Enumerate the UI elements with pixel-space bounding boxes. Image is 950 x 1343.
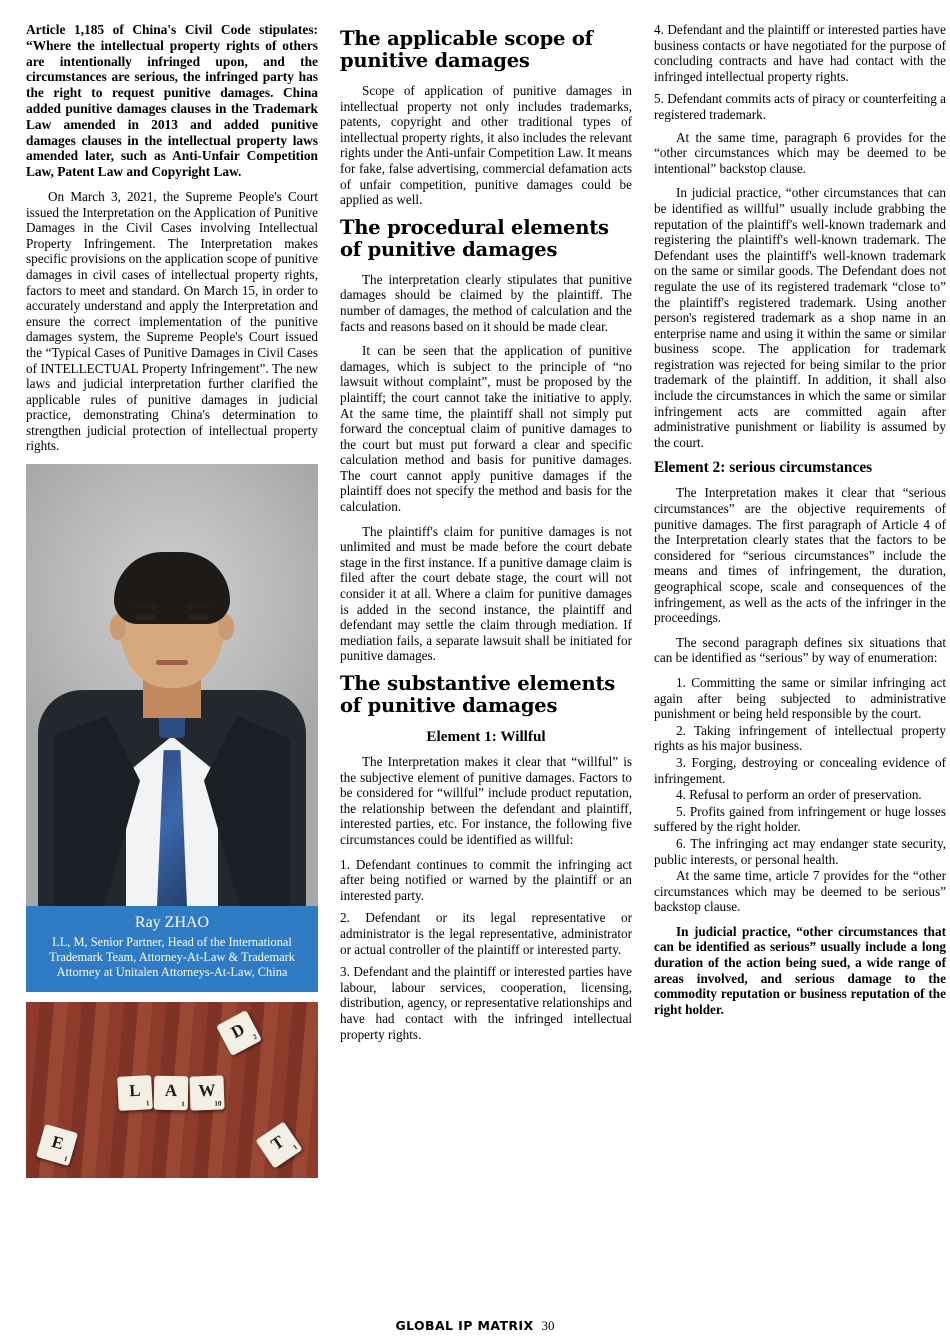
- scrabble-tile: [216, 1010, 262, 1056]
- tile-letter: A: [164, 1080, 178, 1101]
- list-item: 2. Taking infringement of intellectual property rights as his major business.: [654, 722, 946, 754]
- tile-letter: D: [227, 1019, 248, 1043]
- intro-paragraph: On March 3, 2021, the Supreme People's Court issued the Interpretation on the Application of Punitive Damages in the Civil Cases involving Intellectual Property Infringement. The Interpretation makes specific provisions on the application scope of punitive damages in civil cases of intellectual property rights, factors to meet and standard. On March 15, in order to accurately understand and apply the Interpretation and ensure the correct implementation of the punitive damages system, the Supreme People's Court issued the “Typical Cases of Punitive Damages in Civil Cases of INTELLECTUAL Property Infringement”. The new laws and judicial interpretation further clarified the applicable rules of punitive damages in judicial practice, demonstrating China's determination to strengthen judicial protection of intellectual property rights.: [26, 188, 318, 454]
- page-number: 30: [541, 1318, 555, 1333]
- list-item: 3. Forging, destroying or concealing evidence of infringement.: [654, 754, 946, 786]
- scope-paragraph: Scope of application of punitive damages in intellectual property not only includes trademarks, patents, copyright and other traditional types of intellectual property rights, it also includes the relevant rights under the Anti-unfair Competition Law. It means for fake, false advertising, commercial defamation acts of unfair competition, punitive damages could be applied as well.: [340, 83, 632, 208]
- scrabble-tile: [154, 1076, 189, 1111]
- tile-letter: E: [49, 1131, 66, 1154]
- law-tiles-image: [26, 1002, 318, 1178]
- scrabble-tile: [117, 1075, 153, 1111]
- willful-list-continued: [654, 22, 946, 123]
- author-name: Ray ZHAO: [134, 914, 210, 932]
- list-item: 4. Refusal to perform an order of preservation.: [676, 787, 922, 803]
- list-item: 1. Committing the same or similar infringing act again after being subjected to administrative punishment or being held responsible by the court.: [654, 674, 946, 722]
- eye-right-shape: [188, 614, 208, 620]
- judicial-practice-paragraph: In judicial practice, “other circumstances that can be identified as willful” usually include grabbing the reputation of the plaintiff's well-known trademark and registering the plaintiff's well-known trademark. The Defendant uses the plaintiff's well-known trademark on the same or similar goods. The Defendant does not regulate the use of its registered trademark “close to” the plaintiff's registered trademark. Using another person's registered trademark as a shop name in an enterprise name and using it within the same or similar business scope. The application for trademark registration was rejected for being similar to the prior trademark of the plaintiff. In addition, it shall also include the circumstances in which the same or similar infringement acts are committed again after administrative punishment or liability is assumed by the court.: [654, 185, 946, 450]
- element2-paragraph-2: The second paragraph defines six situations that can be identified as “serious” by way of enumeration:: [654, 634, 946, 666]
- scrabble-tile: [189, 1075, 224, 1110]
- column-right: [654, 22, 946, 1322]
- column-left: [26, 22, 318, 1322]
- eyebrow-right-shape: [187, 604, 211, 609]
- heading-element-1: Element 1: Willful: [426, 728, 546, 745]
- tile-letter: L: [128, 1080, 142, 1101]
- lead-paragraph: Article 1,185 of China's Civil Code stipulates: “Where the intellectual property rights of others are intentionally infringed upon, and the circumstances are serious, the infringed party has the right to request punitive damages. China added punitive damages clauses in the Trademark Law amended in 2013 and added punitive damages clauses in the intellectual property laws amended later, such as Anti-Unfair Competition Law, Patent Law and Copyright Law.: [26, 22, 318, 180]
- hair-shape: [114, 552, 230, 624]
- scrabble-tile: [255, 1121, 302, 1168]
- heading-procedural-elements: The procedural elements of punitive damages: [340, 215, 609, 261]
- serious-list: [654, 675, 946, 915]
- list-item: 3. Defendant and the plaintiff or interested parties have labour, labour services, cooperation, licensing, distribution, agency, or representative relationships and have had contact with the infringed intellectual property rights.: [340, 964, 632, 1042]
- heading-applicable-scope: The applicable scope of punitive damages: [340, 27, 593, 72]
- column-middle: [340, 22, 632, 1322]
- author-role: LL, M, Senior Partner, Head of the International Trademark Team, Attorney-At-Law & Trademark Attorney at Unitalen Attorneys-At-Law, China: [49, 935, 295, 980]
- tile-score: 2: [251, 1032, 259, 1042]
- element2-paragraph-1: The Interpretation makes it clear that “serious circumstances” are the objective requirements of punitive damages. The first paragraph of Article 4 of the Interpretation clearly states that the factors to be considered for “serious circumstances” include the means and times of infringement, the duration, geographical scope, scale and consequences of the infringement, as well as the acts of the infringer in the proceedings.: [654, 485, 946, 626]
- tile-score: 1: [181, 1100, 185, 1109]
- procedural-paragraph-2: It can be seen that the application of punitive damages, which is subject to the principle of “no lawsuit without complaint”, must be proposed by the plaintiff; the court cannot take the initiative to apply. At the same time, the plaintiff shall not simply put forward the conceptual claim of punitive damages to the court but must put forward a clear and specific calculation method and basis for punitive damages. The court cannot apply punitive damages if the plaintiff does not specify the method and basis for the calculation.: [340, 343, 632, 515]
- procedural-paragraph-1: The interpretation clearly stipulates that punitive damages should be claimed by the plaintiff. The number of damages, the method of calculation and the facts and reasons based on it should be made clear.: [340, 271, 632, 334]
- list-item: 5. Defendant commits acts of piracy or counterfeiting a registered trademark.: [654, 91, 946, 122]
- author-portrait: [26, 464, 318, 906]
- willful-backstop-paragraph: At the same time, paragraph 6 provides for the “other circumstances which may be deemed to be intentional” backstop clause.: [654, 129, 946, 176]
- serious-backstop-paragraph: At the same time, article 7 provides for the “other circumstances which may be deemed to be serious” backstop clause.: [654, 868, 946, 915]
- list-item: 2. Defendant or its legal representative or administrator is the legal representative, administrator or actual controller of the plaintiff or interested party.: [340, 910, 632, 957]
- eye-left-shape: [136, 614, 156, 620]
- procedural-paragraph-3: The plaintiff's claim for punitive damages is not unlimited and must be made before the court debate stage in the first instance. If a punitive damage claim is filed after the court debate stage, the court will not consider it at all. Where a claim for punitive damages is added in the second instance, the plaintiff and defendant may settle the claim through mediation. If mediation fails, a separate lawsuit shall be initiated for punitive damages.: [340, 523, 632, 664]
- three-column-layout: [26, 22, 946, 1322]
- page-footer: [0, 1317, 950, 1335]
- heading-element-2: Element 2: serious circumstances: [654, 459, 873, 477]
- willful-list: [340, 857, 632, 1043]
- author-caption: [26, 906, 318, 992]
- tile-score: 10: [214, 1099, 222, 1108]
- scrabble-tile: [36, 1124, 78, 1166]
- heading-substantive-elements: The substantive elements of punitive damages: [340, 672, 616, 717]
- eyebrow-left-shape: [133, 604, 157, 609]
- tile-score: 1: [62, 1154, 69, 1164]
- tile-letter: T: [267, 1131, 288, 1155]
- list-item: 5. Profits gained from infringement or huge losses suffered by the right holder.: [654, 803, 946, 835]
- magazine-brand: GLOBAL IP MATRIX: [395, 1318, 534, 1333]
- list-item: 1. Defendant continues to commit the infringing act after being notified or warned by the plaintiff or an interested party.: [340, 856, 632, 903]
- list-item: 4. Defendant and the plaintiff or interested parties have business contacts or have negotiated for the purpose of concluding contracts and have had contact with the infringed intellectual property rights.: [654, 22, 946, 84]
- tile-letter: W: [198, 1080, 216, 1101]
- tile-score: 1: [145, 1099, 150, 1108]
- closing-bold-paragraph: In judicial practice, “other circumstances that can be identified as serious” usually include a long duration of the action being sued, a wide range of areas involved, and serious damage to the commodity reputation or business reputation of the right holder.: [654, 923, 946, 1017]
- author-photo-block: [26, 464, 318, 992]
- list-item: 6. The infringing act may endanger state security, public interests, or personal health.: [654, 835, 946, 867]
- tile-score: 1: [291, 1143, 299, 1152]
- substantive-paragraph-1: The Interpretation makes it clear that “willful” is the subjective element of punitive damages. Factors to be considered for “willful” include product reputation, the relationship between the defendant and plaintiff, interested parties, etc. For instance, the following five circumstances could be identified as willful:: [340, 754, 632, 847]
- mouth-shape: [156, 660, 188, 665]
